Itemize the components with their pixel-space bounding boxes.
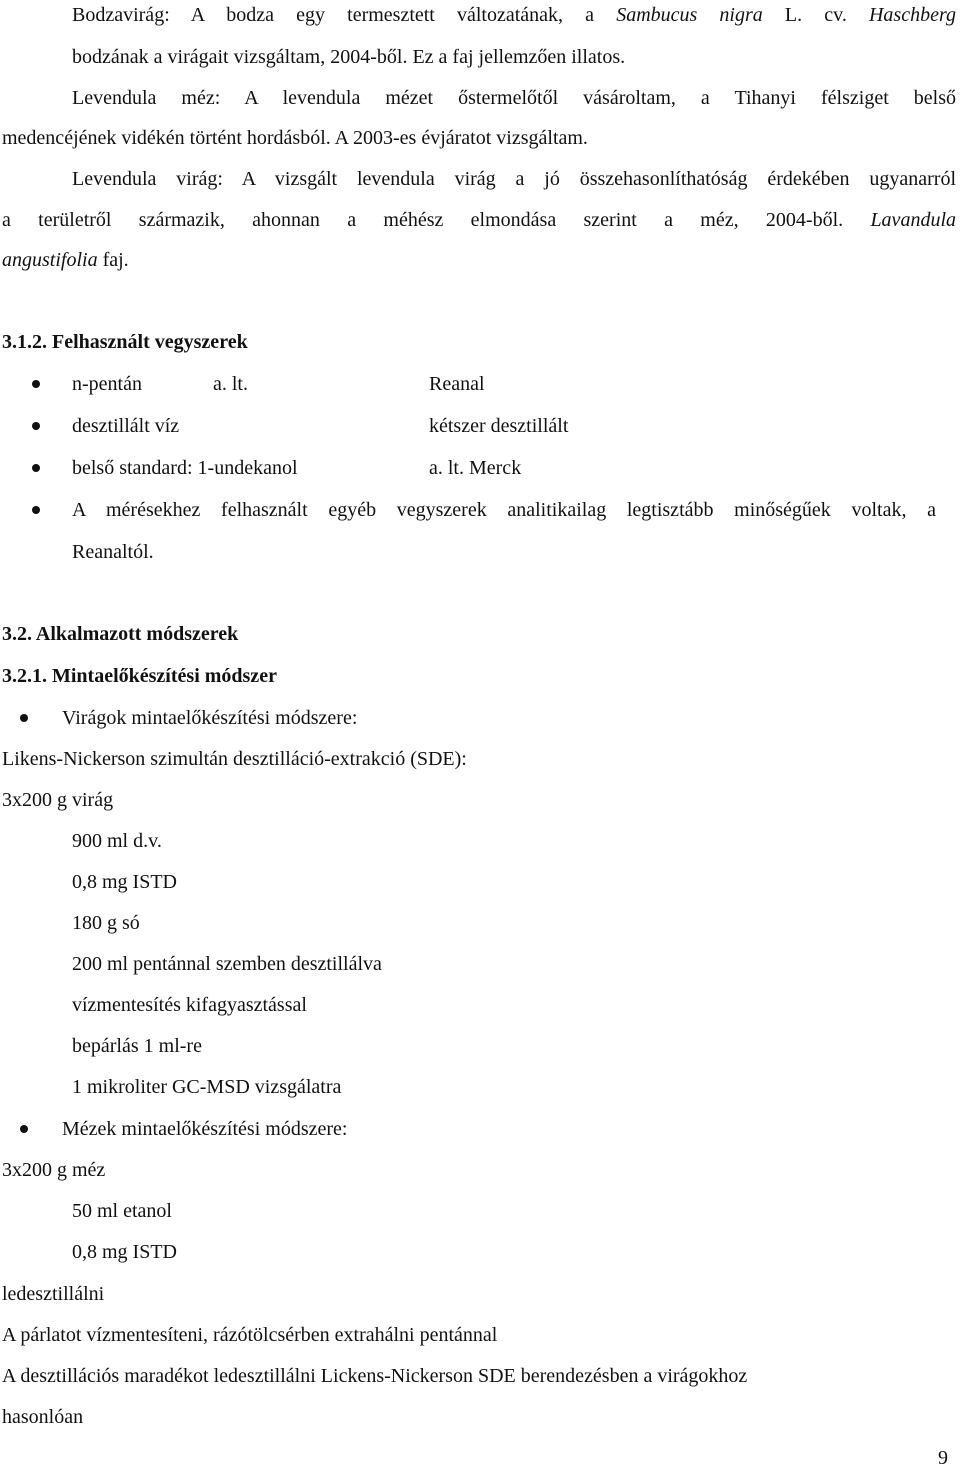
paragraph-levendula-mez-line-2: medencéjének vidékén történt hordásból. A 2003-es évjáratot vizsgáltam. <box>2 127 588 149</box>
page-number: 9 <box>938 1447 948 1469</box>
honey-step: 0,8 mg ISTD <box>72 1241 177 1263</box>
paragraph-levendula-virag-line-3: angustifolia faj. <box>2 249 129 271</box>
paragraph-bodza-line-1: Bodzavirág: A bodza egy termesztett változatának, a Sambucus nigra L. cv. Haschberg <box>72 4 956 26</box>
bullet <box>32 506 40 514</box>
section-heading-321: 3.2.1. Mintaelőkészítési módszer <box>2 665 277 687</box>
paragraph-levendula-virag-line-2: a területről származik, ahonnan a méhész elmondása szerint a méz, 2004-ből. Lavandula <box>2 209 956 231</box>
flowers-method-name: Likens-Nickerson szimultán desztilláció-extrakció (SDE): <box>2 748 467 770</box>
honey-after-line: A desztillációs maradékot ledesztillálni Lickens-Nickerson SDE berendezésben a virágokhoz <box>2 1365 748 1387</box>
species-name: Sambucus nigra <box>616 4 763 26</box>
flowers-step: 900 ml d.v. <box>72 830 162 852</box>
flowers-sample: 3x200 g virág <box>2 789 114 811</box>
chemical-source: kétszer desztillált <box>429 415 569 437</box>
honey-after-line: ledesztillálni <box>2 1283 105 1305</box>
honey-step: 50 ml etanol <box>72 1200 172 1222</box>
flowers-step: 180 g só <box>72 912 140 934</box>
chemical-source: a. lt. Merck <box>429 457 522 479</box>
paragraph-levendula-mez-line-1: Levendula méz: A levendula mézet őstermelőtől vásároltam, a Tihanyi félsziget belső <box>72 87 956 109</box>
paragraph-bodza-line-2: bodzának a virágait vizsgáltam, 2004-ből. Ez a faj jellemzően illatos. <box>72 46 626 68</box>
flowers-step: vízmentesítés kifagyasztással <box>72 994 307 1016</box>
chemical-name: desztillált víz <box>72 415 180 437</box>
bullet <box>20 714 28 722</box>
bullet <box>32 380 40 388</box>
section-heading-312: 3.1.2. Felhasznált vegyszerek <box>2 331 248 353</box>
honey-method-title: Mézek mintaelőkészítési módszere: <box>62 1118 348 1140</box>
paragraph-levendula-virag-line-1: Levendula virág: A vizsgált levendula virág a jó összehasonlíthatóság érdekében ugyanarról <box>72 168 956 190</box>
chemical-source: Reanal <box>429 373 485 395</box>
bullet <box>32 464 40 472</box>
section-heading-32: 3.2. Alkalmazott módszerek <box>2 623 239 645</box>
bullet <box>32 422 40 430</box>
flowers-step: 200 ml pentánnal szemben desztillálva <box>72 953 382 975</box>
chemical-name: belső standard: 1-undekanol <box>72 457 298 479</box>
flowers-step: bepárlás 1 ml-re <box>72 1035 202 1057</box>
flowers-step: 0,8 mg ISTD <box>72 871 177 893</box>
cultivar-name: Haschberg <box>868 4 956 26</box>
chemicals-note-line-2: Reanaltól. <box>72 541 154 563</box>
flowers-method-title: Virágok mintaelőkészítési módszere: <box>62 707 358 729</box>
species-name: Lavandula <box>870 209 956 231</box>
bullet <box>20 1125 28 1133</box>
chemical-name: n-pentán <box>72 373 142 395</box>
honey-sample: 3x200 g méz <box>2 1159 106 1181</box>
chemical-grade: a. lt. <box>213 373 248 395</box>
flowers-step: 1 mikroliter GC-MSD vizsgálatra <box>72 1076 342 1098</box>
honey-after-line: A párlatot vízmentesíteni, rázótölcsérben extrahálni pentánnal <box>2 1324 498 1346</box>
chemicals-note-line-1: A mérésekhez felhasznált egyéb vegyszerek analitikailag legtisztább minőségűek voltak, a <box>72 499 936 521</box>
honey-after-line: hasonlóan <box>2 1406 84 1428</box>
